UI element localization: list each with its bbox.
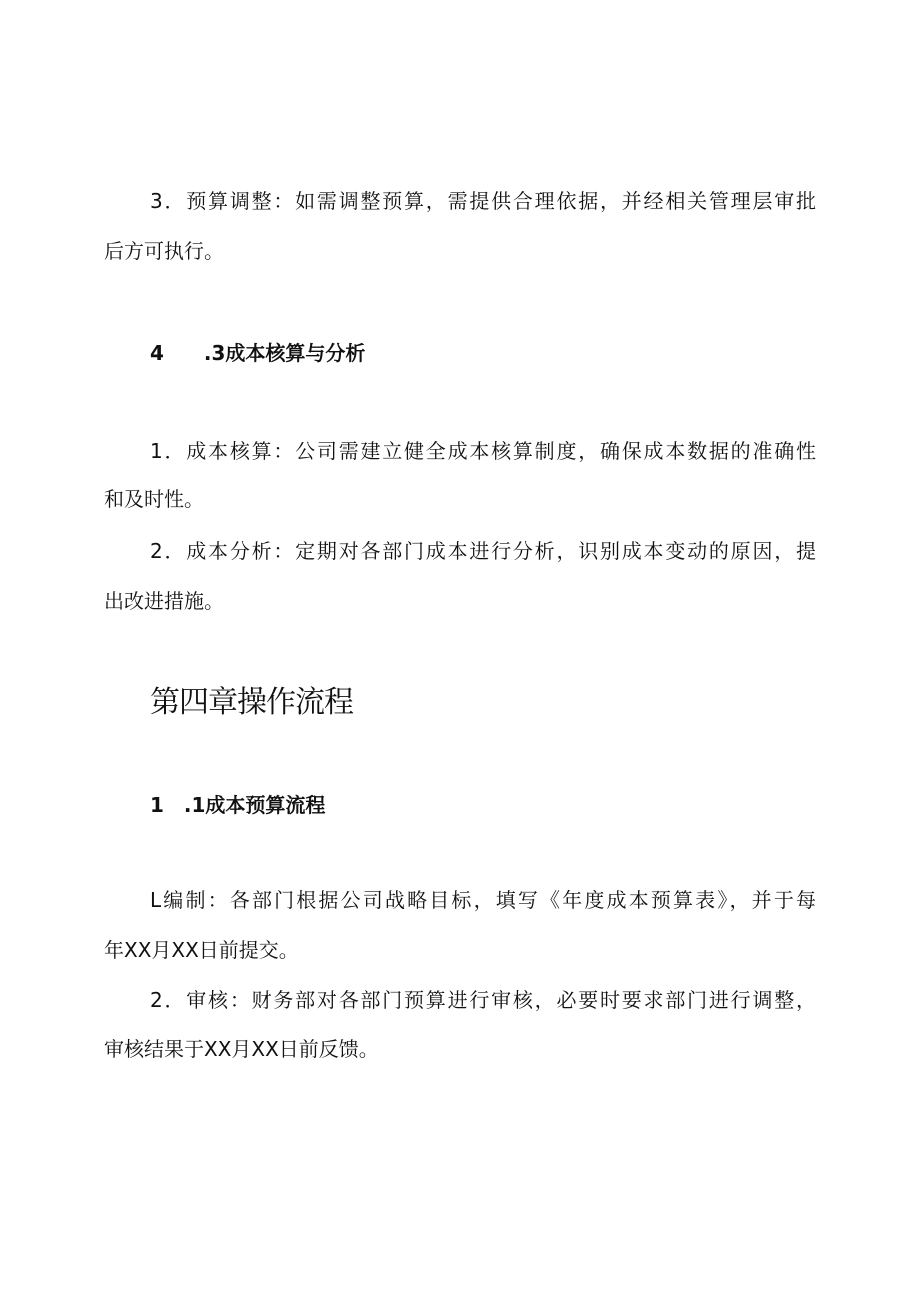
paragraph-cost-analysis-line1: 2．成本分析：定期对各部门成本进行分析，识别成本变动的原因，提 bbox=[150, 539, 816, 563]
paragraph-cost-accounting-line2: 和及时性。 bbox=[104, 487, 204, 511]
paragraph-review-line1: 2．审核：财务部对各部门预算进行审核，必要时要求部门进行调整， bbox=[150, 988, 816, 1012]
paragraph-compile-line2: 年XX月XX日前提交。 bbox=[104, 938, 299, 962]
section-heading-budget-process: 1 .1成本预算流程 bbox=[150, 793, 326, 817]
paragraph-cost-accounting-line1: 1．成本核算：公司需建立健全成本核算制度，确保成本数据的准确性 bbox=[150, 439, 816, 463]
paragraph-cost-analysis-line2: 出改进措施。 bbox=[104, 589, 224, 613]
section-heading-cost-accounting: 4 .3成本核算与分析 bbox=[150, 341, 366, 365]
paragraph-budget-adjustment-line2: 后方可执行。 bbox=[104, 239, 224, 263]
paragraph-review-line2: 审核结果于XX月XX日前反馈。 bbox=[104, 1037, 379, 1061]
chapter-heading: 第四章操作流程 bbox=[150, 685, 353, 720]
paragraph-budget-adjustment-line1: 3．预算调整：如需调整预算，需提供合理依据，并经相关管理层审批 bbox=[150, 189, 816, 213]
paragraph-compile-line1: L编制：各部门根据公司战略目标，填写《年度成本预算表》，并于每 bbox=[150, 888, 816, 912]
